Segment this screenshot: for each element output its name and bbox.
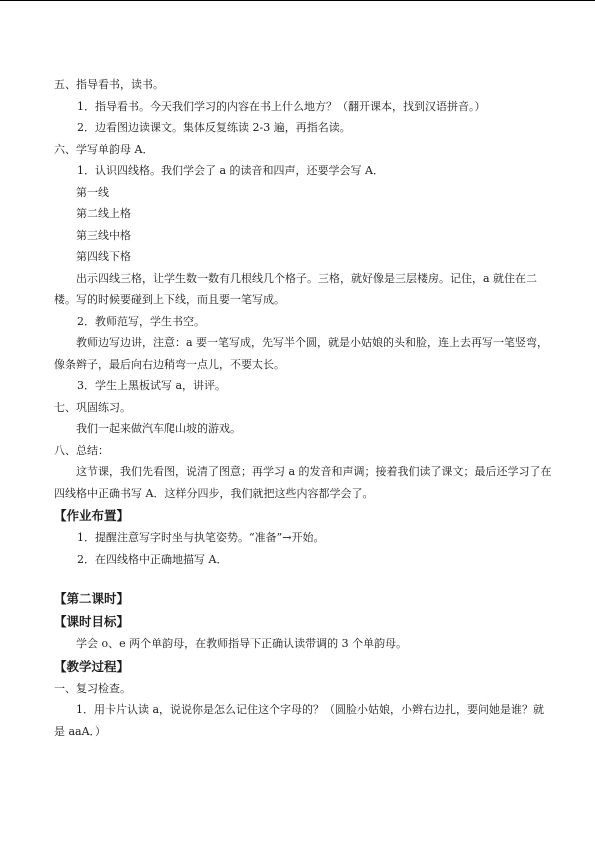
step-heading: 七、巩固练习。 (54, 400, 131, 414)
paragraph: 第一线 (76, 185, 109, 199)
paragraph: 2．边看图边读课文。集体反复练读 2-3 遍，再指名读。 (77, 121, 351, 134)
paragraph: 第三线中格 (76, 228, 131, 242)
section-gap (54, 570, 554, 587)
section-heading: 【教学过程】 (54, 658, 130, 674)
section-heading: 【课时目标】 (54, 614, 130, 629)
paragraph: 学会 o、e 两个单韵母，在教师指导下正确认读带调的 3 个单韵母。 (76, 637, 408, 650)
paragraph: 我们一起来做汽车爬山坡的游戏。 (76, 422, 241, 435)
paragraph: 2．教师范写，学生书空。 (77, 314, 205, 328)
paragraph: 1．用卡片认读 a，说说你是怎么记住这个字母的？（圆脸小姑娘，小辫右边扎，要问她是谁？就是 aaA．） (54, 703, 545, 738)
paragraph: 这节课，我们先看图，说清了图意；再学习 a 的发音和声调；接着我们读了课文；最后还学习了在四线格中正确书写 A．这样分四步，我们就把这些内容都学会了。 (54, 465, 552, 500)
step-heading: 六、学写单韵母 A． (54, 142, 154, 156)
paragraph: 1．提醒注意写字时坐与执笔姿势。“准备”→开始。 (77, 531, 325, 544)
step-heading: 一、复习检查。 (54, 681, 131, 695)
paragraph: 2．在四线格中正确地描写 A． (77, 552, 228, 566)
step-heading: 五、指导看书，读书。 (54, 78, 164, 91)
section-heading: 【作业布置】 (54, 508, 130, 523)
section-heading: 【第二课时】 (54, 591, 130, 606)
paragraph: 第四线下格 (76, 250, 131, 263)
page-top-rule (0, 0, 595, 1)
paragraph: 3．学生上黑板试写 a，讲评。 (77, 379, 227, 392)
paragraph: 教师边写边讲，注意：a 要一笔写成，先写半个圆，就是小姑娘的头和脸，连上去再写一笔竖弯，像条辫子，最后向右边稍弯一点儿，不要太长。 (54, 336, 549, 371)
document-body (54, 74, 554, 742)
paragraph: 1．指导看书。今天我们学习的内容在书上什么地方？（翻开课本，找到汉语拼音。） (77, 99, 486, 113)
paragraph: 1．认识四线格。我们学会了 a 的读音和四声，还要学会写 A． (77, 164, 384, 177)
paragraph: 第二线上格 (76, 207, 131, 220)
paragraph: 出示四线三格，让学生数一数有几根线几个格子。三格，就好像是三层楼房。记住，a 就住在二楼。写的时候要碰到上下线，而且要一笔写成。 (54, 271, 538, 306)
step-heading: 八、总结： (54, 443, 109, 457)
